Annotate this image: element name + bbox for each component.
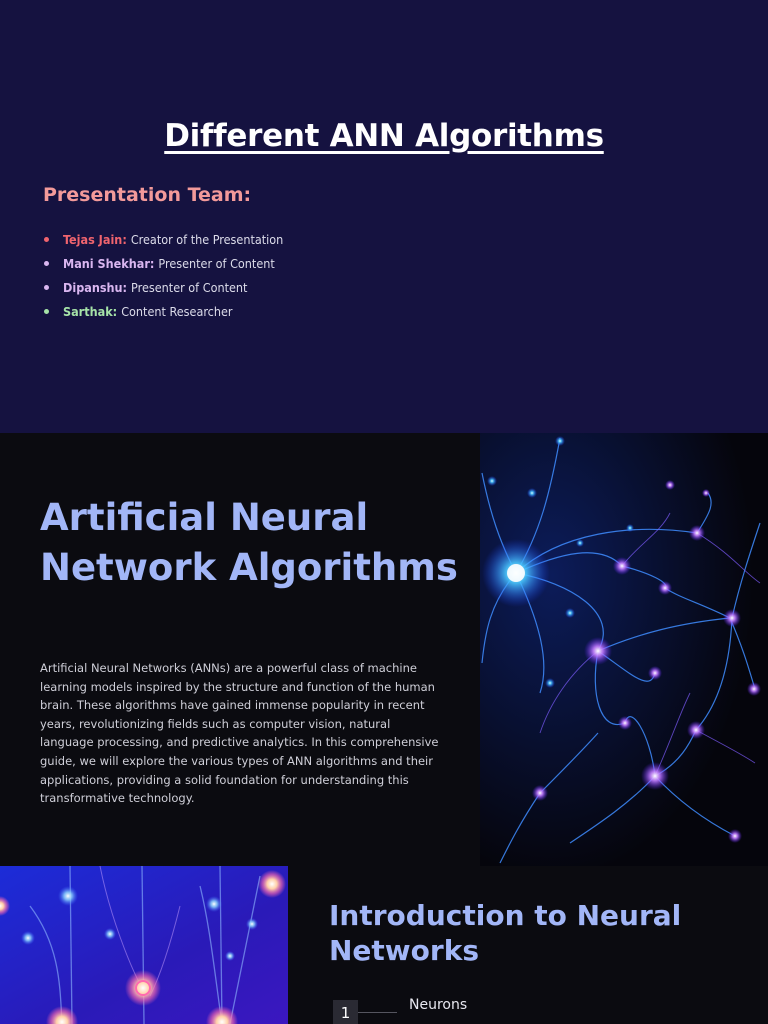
ann-overview-slide (0, 433, 768, 866)
team-list (44, 227, 283, 323)
step-label: Neurons (409, 997, 468, 1013)
team-heading: Presentation Team: (43, 184, 252, 206)
presentation-title: Different ANN Algorithms (164, 118, 604, 154)
bullet-icon (44, 261, 49, 266)
bullet-icon (44, 309, 49, 314)
slide-paragraph: Artificial Neural Networks (ANNs) are a powerful class of machine learning models inspired by the structure and function of the human brain. These algorithms have gained immense popularity in recent years, revolutionizing fields such as computer vision, natural language processing, and predictive analytics. In this comprehensive guide, we will explore the various types of ANN algorithms and their applications, providing a solid foundation for understanding this transformative technology. (40, 661, 439, 806)
member-role: Creator of the Presentation (130, 231, 284, 247)
step-connector (358, 1012, 397, 1013)
member-role: Content Researcher (121, 303, 233, 319)
glowing-nodes-image (0, 866, 288, 1024)
member-name: Sarthak: (63, 303, 118, 319)
team-member (44, 275, 283, 299)
title-slide (0, 0, 768, 433)
member-role: Presenter of Content (158, 255, 275, 271)
slide-heading: Artificial Neural Network Algorithms (40, 496, 458, 589)
bullet-icon (44, 237, 49, 242)
member-name: Tejas Jain: (63, 231, 127, 247)
member-role: Presenter of Content (131, 279, 248, 295)
team-member (44, 227, 283, 251)
neural-network-image (480, 433, 768, 866)
intro-neural-networks-slide (0, 866, 768, 1024)
bullet-icon (44, 285, 49, 290)
slide-heading: Introduction to Neural Networks (329, 899, 682, 967)
glowing-nodes-icon (0, 866, 288, 1024)
member-name: Mani Shekhar: (63, 255, 155, 271)
step-number-badge: 1 (333, 1000, 358, 1024)
neural-network-glow-icon (480, 433, 768, 866)
team-member (44, 251, 283, 275)
team-member (44, 299, 283, 323)
member-name: Dipanshu: (63, 279, 128, 295)
